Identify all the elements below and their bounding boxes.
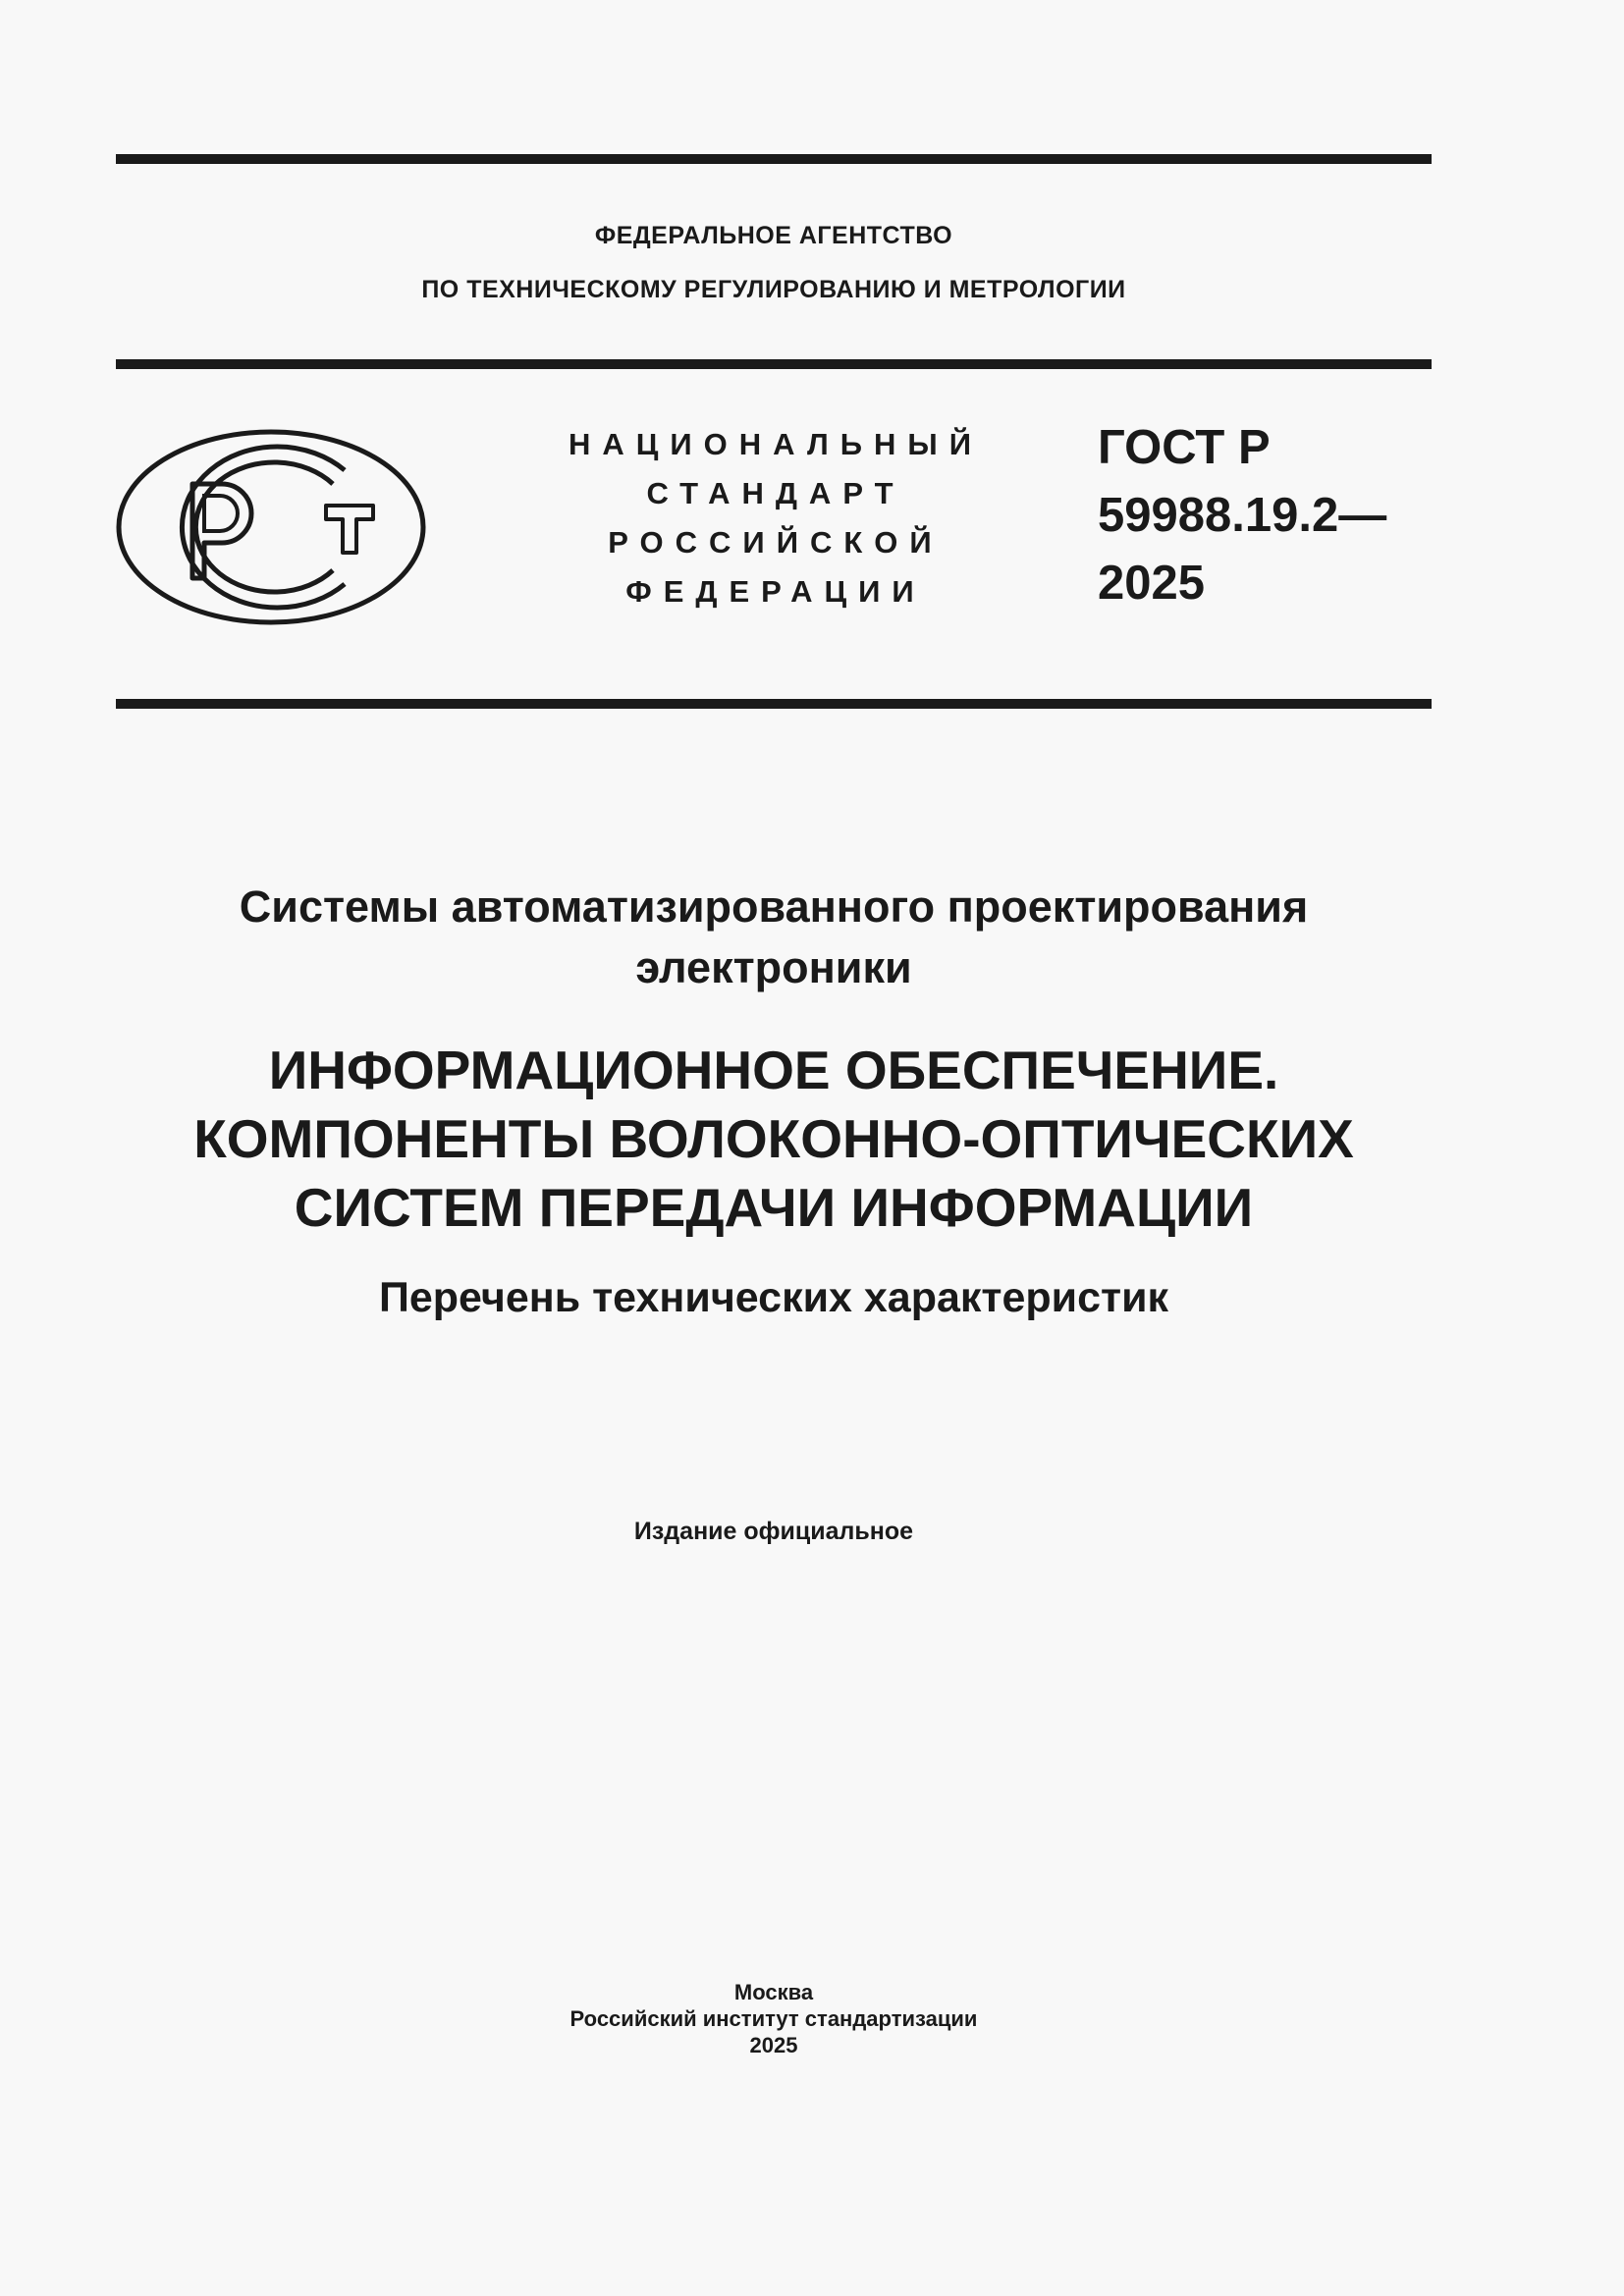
publisher-organization: Российский институт стандартизации bbox=[569, 2006, 978, 2031]
standard-rule bbox=[116, 699, 1432, 709]
agency-line-1: ФЕДЕРАЛЬНОЕ АГЕНТСТВО bbox=[594, 222, 953, 249]
agency-line-2: ПО ТЕХНИЧЕСКОМУ РЕГУЛИРОВАНИЮ И МЕТРОЛОГИИ bbox=[421, 276, 1126, 303]
header-rule bbox=[116, 359, 1432, 369]
standard-designation-line-3: 2025 bbox=[1098, 557, 1206, 610]
rst-certification-logo-icon bbox=[116, 429, 426, 625]
publisher-city: Москва bbox=[733, 1980, 814, 2004]
national-standard-line-3: РОССИЙСКОЙ bbox=[608, 525, 944, 560]
edition-label: Издание официальное bbox=[633, 1518, 914, 1545]
publication-year: 2025 bbox=[749, 2033, 798, 2057]
subject-line-2: электроники bbox=[635, 942, 912, 992]
national-standard-line-2: СТАНДАРТ bbox=[646, 476, 905, 510]
standard-designation-line-2: 59988.19.2— bbox=[1098, 489, 1387, 542]
standard-designation-line-1: ГОСТ Р bbox=[1098, 421, 1271, 474]
document-subtitle: Перечень технических характеристик bbox=[378, 1274, 1169, 1321]
document-title-line-2: КОМПОНЕНТЫ ВОЛОКОННО-ОПТИЧЕСКИХ bbox=[193, 1108, 1354, 1169]
document-title-line-1: ИНФОРМАЦИОННОЕ ОБЕСПЕЧЕНИЕ. bbox=[268, 1040, 1279, 1100]
national-standard-line-1: НАЦИОНАЛЬНЫЙ bbox=[568, 427, 984, 461]
national-standard-line-4: ФЕДЕРАЦИИ bbox=[625, 574, 926, 609]
document-title-line-3: СИСТЕМ ПЕРЕДАЧИ ИНФОРМАЦИИ bbox=[294, 1177, 1254, 1238]
top-rule bbox=[116, 154, 1432, 164]
subject-line-1: Системы автоматизированного проектирования bbox=[239, 881, 1309, 932]
